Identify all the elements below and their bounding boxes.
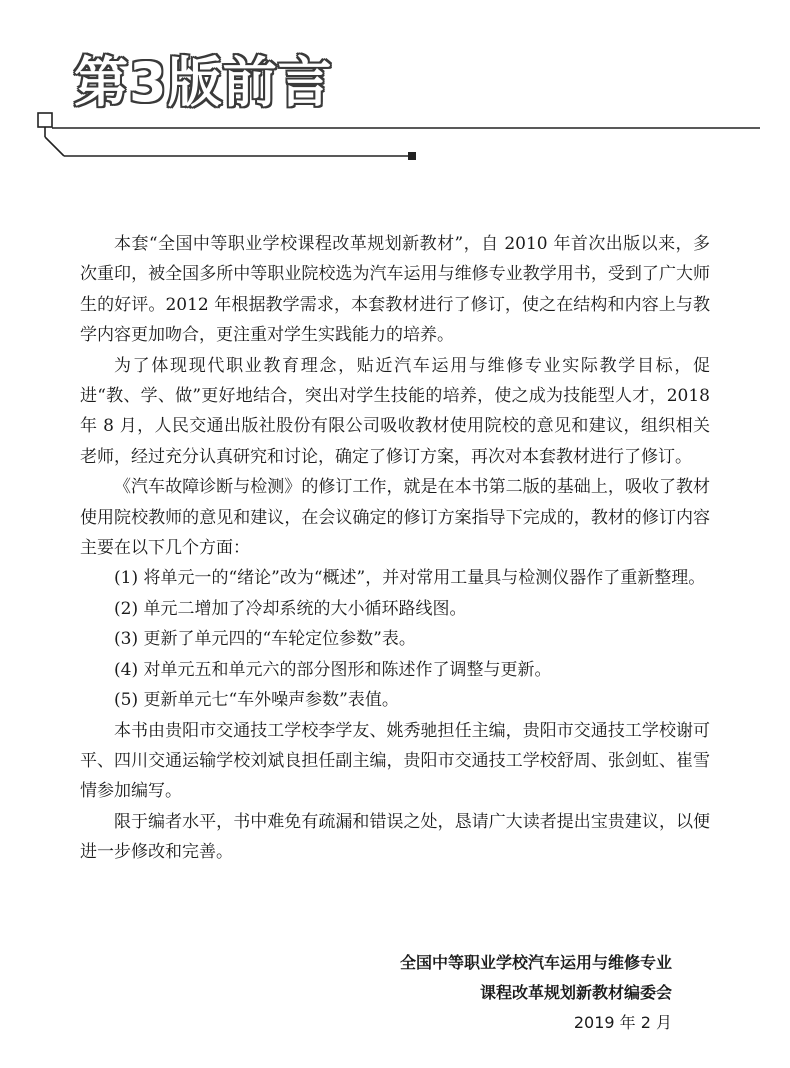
list-item: (4) 对单元五和单元六的部分图形和陈述作了调整与更新。 [114,659,552,680]
signature-org-line2: 课程改革规划新教材编委会 [479,983,672,1002]
header-diagonal [45,137,64,156]
header-square-icon [38,113,52,127]
signature-org-line1: 全国中等职业学校汽车运用与维修专业 [399,953,672,972]
header-end-block-icon [408,152,416,160]
paragraph: 为了体现现代职业教育理念，贴近汽车运用与维修专业实际教学目标，促进“教、学、做”更好地结合，突出对学生技能的培养，使之成为技能型人才，2018 年 8 月，人民交通出版社股份有限公司吸收教材使用院校的意见和建议，组织相关老师，经过充分认真研究和讨论，确定了修订方案，再次对本套教材进行了修订。 [80,355,710,467]
list-item: (1) 将单元一的“绪论”改为“概述”，并对常用工量具与检测仪器作了重新整理。 [114,568,706,589]
signature-block [400,948,672,1038]
paragraph: 《汽车故障诊断与检测》的修订工作，就是在本书第二版的基础上，吸收了教材使用院校教师的意见和建议，在会议确定的修订方案指导下完成的，教材的修订内容主要在以下几个方面： [80,477,710,559]
preface-body [80,229,710,868]
paragraph: 限于编者水平，书中难免有疏漏和错误之处，恳请广大读者提出宝贵建议，以便进一步修改和完善。 [80,811,710,863]
paragraph: 本套“全国中等职业学校课程改革规划新教材”，自 2010 年首次出版以来，多次重印，被全国多所中等职业院校选为汽车运用与维修专业教学用书，受到了广大师生的好评。2012 年根据教学需求，本套教材进行了修订，使之在结构和内容上与教学内容更加吻合，更注重对学生实践能力的培养。 [80,234,710,346]
paragraph: 本书由贵阳市交通技工学校李学友、姚秀驰担任主编，贵阳市交通技工学校谢可平、四川交通运输学校刘斌良担任副主编，贵阳市交通技工学校舒周、张剑虹、崔雪情参加编写。 [80,720,710,802]
page-title: 第3版前言 [74,51,333,114]
list-item: (3) 更新了单元四的“车轮定位参数”表。 [114,629,416,650]
signature-date: 2019 年 2 月 [573,1013,672,1032]
list-item: (5) 更新单元七“车外噪声参数”表值。 [114,690,399,711]
list-item: (2) 单元二增加了冷却系统的大小循环路线图。 [114,598,467,619]
